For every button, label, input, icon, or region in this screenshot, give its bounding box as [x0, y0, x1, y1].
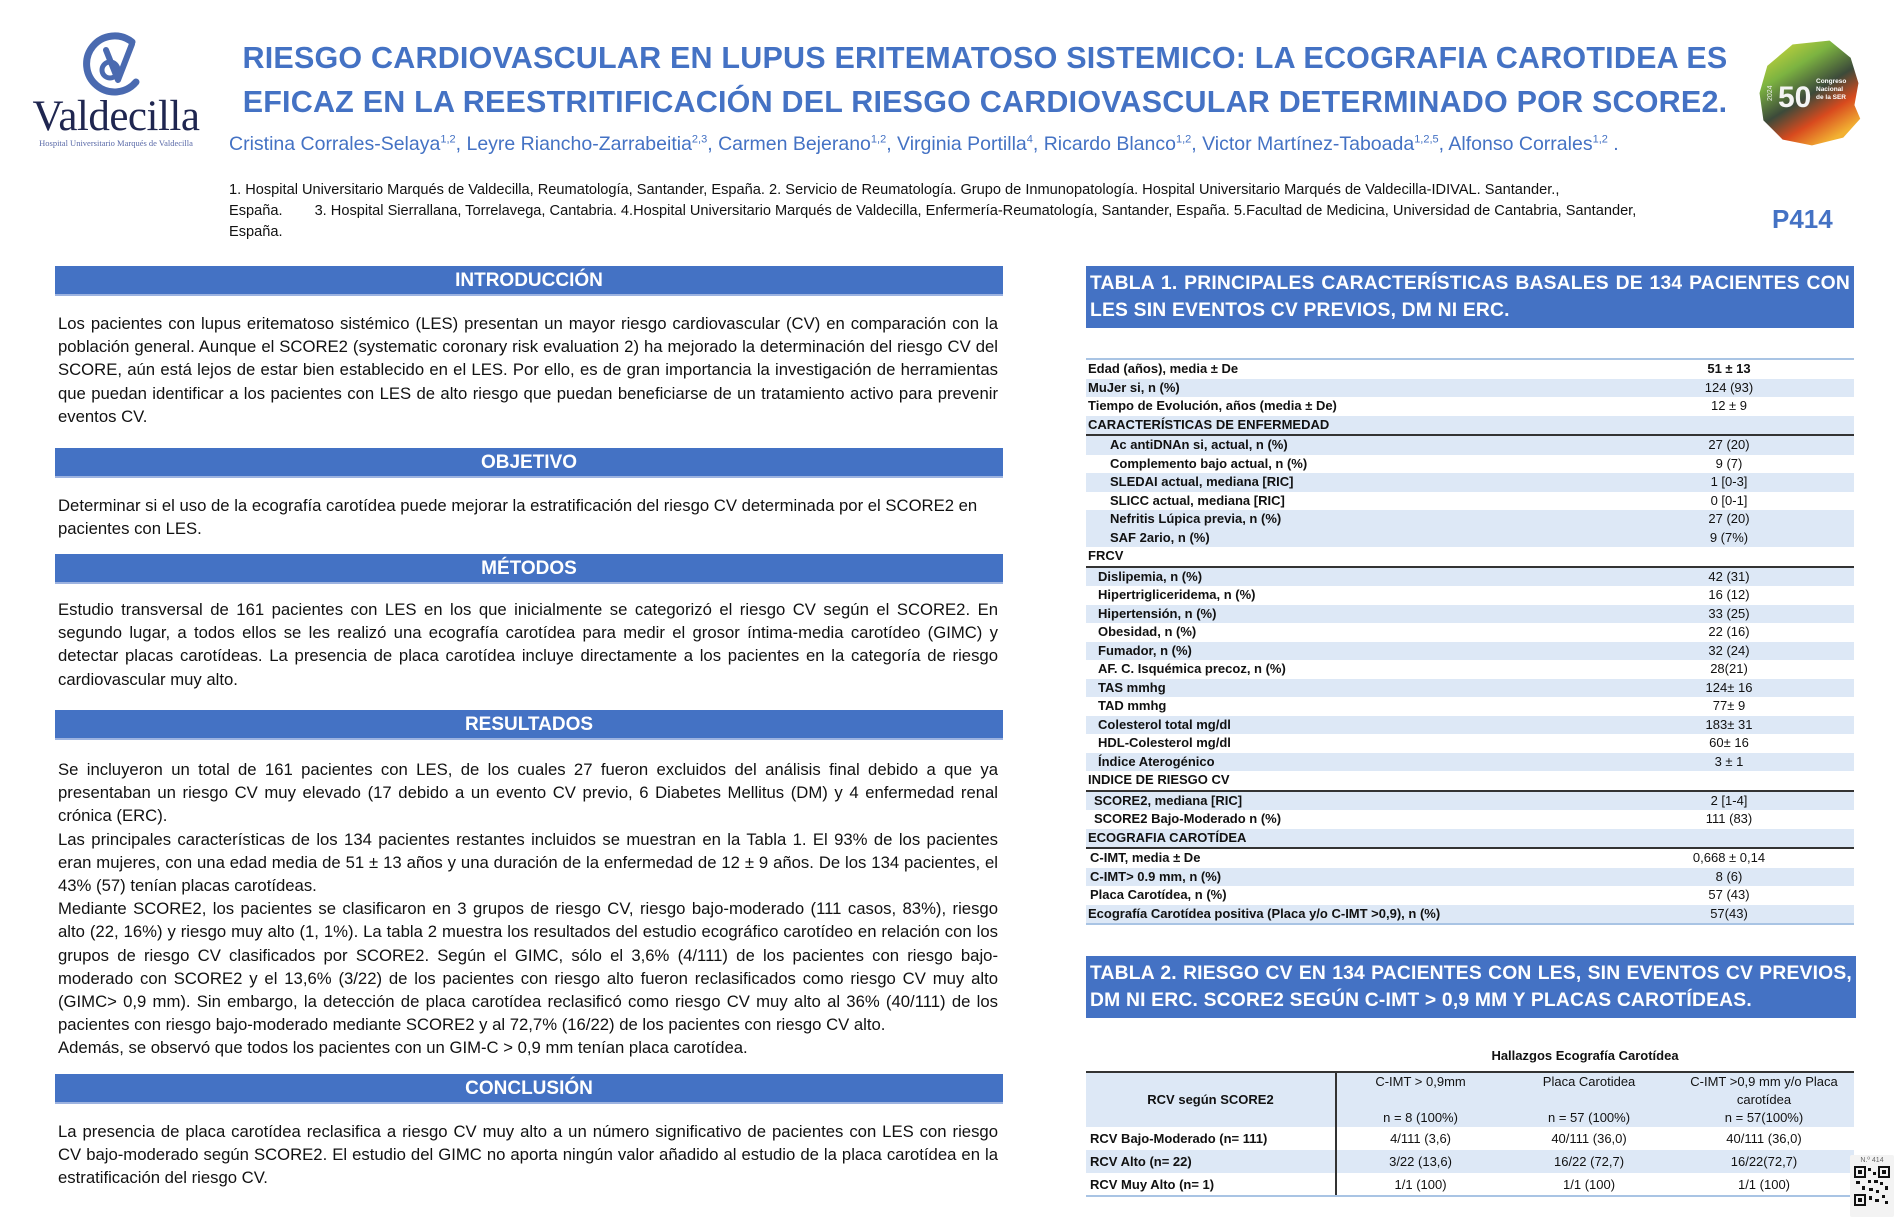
row-value: 183± 31 [1604, 716, 1854, 735]
row-value: 57 (43) [1708, 887, 1750, 902]
cell-value: 3/22 (13,6) [1336, 1150, 1504, 1173]
row-label: SAF 2ario, n (%) [1086, 529, 1604, 548]
valdecilla-logo [26, 30, 206, 155]
author-affiliation-sup: 1,2 [1592, 133, 1608, 146]
row-value: 57(43) [1604, 905, 1854, 925]
resultados-paragraph-4: Además, se observó que todos los pacientes con un GIM-C > 0,9 mm tenían placa carotídea. [58, 1038, 748, 1058]
row-value: 28(21) [1710, 661, 1748, 676]
row-label: Nefritis Lúpica previa, n (%) [1086, 510, 1604, 529]
table-row [1086, 397, 1854, 416]
row-value: 9 (7) [1715, 455, 1743, 471]
section-body-conclusion [58, 1120, 998, 1190]
title-line-1: RIESGO CARDIOVASCULAR EN LUPUS ERITEMATOSO SISTEMICO: LA ECOGRAFIA CAROTIDEA ES [242, 41, 1728, 75]
table-section-row [1086, 829, 1854, 849]
section-header-conclusion: CONCLUSIÓN [55, 1074, 1003, 1104]
table-row [1086, 623, 1854, 642]
congress-year: 2024 [1767, 85, 1774, 101]
row-label: RCV Alto (n= 22) [1086, 1150, 1336, 1173]
row-label: Colesterol total mg/dl [1086, 716, 1604, 735]
table2-column-header [1674, 1072, 1854, 1127]
table-row [1086, 810, 1854, 829]
author: Leyre Riancho-Zarrabeitia$^{2,3}$ [466, 133, 708, 155]
row-value: 22 (16) [1708, 624, 1750, 639]
table-row [1086, 734, 1854, 753]
row-label: Tiempo de Evolución, años (media ± De) [1088, 398, 1337, 413]
row-value: 33 (25) [1604, 605, 1854, 624]
resultados-paragraph-1: Se incluyeron un total de 161 pacientes con LES, de los cuales 27 fueron excluidos del análisis final debido a que ya presentaban un riesgo CV muy elevado (17 debido a un evento CV previo, 6 Diabetes Mellitus (DM) y 4 enfermedad renal crónica (ERC). [58, 760, 998, 826]
section-header-resultados: RESULTADOS [55, 710, 1003, 740]
row-label: RCV Muy Alto (n= 1) [1086, 1173, 1336, 1196]
row-label: FRCV [1086, 547, 1604, 567]
table-row [1086, 1127, 1854, 1150]
row-value [1604, 547, 1854, 567]
congress-line-1: Congreso [1816, 78, 1847, 85]
row-label: Índice Aterogénico [1086, 753, 1604, 772]
row-value: 42 (31) [1604, 567, 1854, 587]
row-label: Dislipemia, n (%) [1086, 567, 1604, 587]
table-row [1086, 660, 1854, 679]
table-row [1086, 586, 1854, 605]
table-row [1086, 359, 1854, 379]
row-value: 9 (7%) [1604, 529, 1854, 548]
table-row [1086, 848, 1854, 868]
cell-value: 16/22 (72,7) [1504, 1150, 1674, 1173]
qr-code[interactable] [1850, 1155, 1894, 1217]
row-value: 32 (24) [1604, 642, 1854, 661]
section-header-metodos: MÉTODOS [55, 554, 1003, 584]
affiliation-text: 3. Hospital Sierrallana, Torrelavega, Cantabria. 4.Hospital Universitario Marqués de Valdecilla, Enfermería-Reumatología, Santander, España. 5.Facultad de Medicina, Universidad de Cantabria, Santander, [314, 203, 1637, 219]
row-value: 51 ± 13 [1604, 359, 1854, 379]
table-row [1086, 1150, 1854, 1173]
row-value: 124 (93) [1604, 379, 1854, 398]
column-label: C-IMT > 0,9mm [1375, 1074, 1466, 1089]
table-row [1086, 905, 1854, 925]
author-affiliation-sup: 4 [1026, 133, 1033, 146]
row-label: Hipertrigliceridema, n (%) [1098, 587, 1256, 602]
author-affiliation-sup: 2,3 [691, 133, 708, 146]
row-label: C-IMT, media ± De [1090, 850, 1201, 865]
row-label: SCORE2, mediana [RIC] [1086, 791, 1604, 811]
author-affiliation-sup: 1,2 [1175, 133, 1192, 146]
affiliation-line-1: 1. Hospital Universitario Marqués de Valdecilla, Reumatología, Santander, España. 2. Servicio de Reumatología. Grupo de Inmunopatología. Hospital Universitario Marqués de Valdecilla-IDIVAL. Santander., [229, 182, 1560, 198]
author-list: Cristina Corrales-Selaya$^{1,2}$, Leyre Riancho-Zarrabeitia$^{2,3}$, Carmen Bejerano$^{1,2}$, Virginia Portilla$^4$, Ricardo Blanco$^{1,2}$, Victor Martínez-Taboada$^{1,2,5}$, Alfonso Corrales$^{1,2}$ . [229, 133, 1619, 155]
row-label: Hipertensión, n (%) [1086, 605, 1604, 624]
table2-row-header: RCV según SCORE2 [1086, 1072, 1336, 1127]
poster-id: P414 [1772, 204, 1833, 234]
table2-title: TABLA 2. RIESGO CV EN 134 PACIENTES CON LES, SIN EVENTOS CV PREVIOS, DM NI ERC. SCORE2 SEGÚN C-IMT > 0,9 MM Y PLACAS CAROTÍDEAS. [1086, 956, 1856, 1018]
table1-baseline-characteristics [1086, 358, 1854, 925]
row-label: MuJer si, n (%) [1086, 379, 1604, 398]
congress-line-3: de la SER [1816, 94, 1846, 101]
section-header-objetivo: OBJETIVO [55, 448, 1003, 478]
table-row [1086, 886, 1854, 905]
row-label: Edad (años), media ± De [1086, 359, 1604, 379]
row-value: 124± 16 [1604, 679, 1854, 698]
row-value [1604, 416, 1854, 436]
row-value: 2 [1-4] [1604, 791, 1854, 811]
row-label: Placa Carotídea, n (%) [1090, 887, 1227, 902]
introduccion-text: Los pacientes con lupus eritematoso sistémico (LES) presentan un mayor riesgo cardiovascular (CV) en comparación con la población general. Aunque el SCORE2 (systematic coronary risk evaluation 2) ha mejorado la determinación del riesgo CV del SCORE, aún está lejos de estar bien establecido en el LES. Por ello, es de gran importancia la investigación de herramientas que puedan identificar a los pacientes con LES de alto riesgo que puedan beneficiarse de un tratamiento activo para prevenir eventos CV. [58, 314, 998, 426]
row-value: 111 (83) [1705, 811, 1753, 826]
table-row [1086, 791, 1854, 811]
table-section-row [1086, 771, 1854, 791]
congress-line-2: Nacional [1816, 86, 1844, 93]
author: Cristina Corrales-Selaya$^{1,2}$ [229, 133, 456, 155]
table2-caption: Hallazgos Ecografía Carotídea [1491, 1048, 1679, 1063]
table-row [1086, 868, 1854, 887]
row-label: Obesidad, n (%) [1098, 624, 1197, 639]
metodos-text: Estudio transversal de 161 pacientes con LES en los que inicialmente se categorizó el riesgo CV según el SCORE2. En segundo lugar, a todos ellos se les realizó una ecografía carotídea para medir el grosor íntima-media carotídeo (GIMC) y detectar placas carotídeas. La presencia de placa carotídea incluye directamente a los pacientes en la categoría de riesgo cardiovascular muy alto. [58, 600, 998, 689]
column-n: n = 57 (100%) [1548, 1110, 1631, 1125]
row-value: 8 (6) [1604, 868, 1854, 887]
table-row [1086, 510, 1854, 529]
section-body-resultados [58, 758, 998, 1060]
table-section-row [1086, 416, 1854, 436]
cell-value: 1/1 (100) [1674, 1173, 1854, 1196]
table2-risk-reclassification [1086, 1071, 1854, 1197]
cell-value: 1/1 (100) [1336, 1173, 1504, 1196]
row-label: Ecografía Carotídea positiva (Placa y/o C-IMT >0,9), n (%) [1086, 905, 1604, 925]
author: Alfonso Corrales$^{1,2}$ [1448, 133, 1608, 155]
cell-value: 16/22(72,7) [1674, 1150, 1854, 1173]
row-label: HDL-Colesterol mg/dl [1098, 735, 1231, 750]
row-value [1604, 829, 1854, 849]
congress-badge-icon [1752, 35, 1867, 150]
column-n: n = 8 (100%) [1383, 1110, 1458, 1125]
table-row [1086, 379, 1854, 398]
row-value: 0 [0-1] [1710, 492, 1748, 508]
title-line-2: EFICAZ EN LA REESTRITIFICACIÓN DEL RIESGO CARDIOVASCULAR DETERMINADO POR SCORE2. [242, 85, 1728, 119]
row-label: SCORE2 Bajo-Moderado n (%) [1094, 811, 1282, 826]
row-label: TAD mmhg [1098, 698, 1167, 713]
row-value: 12 ± 9 [1710, 398, 1748, 413]
row-label: CARACTERÍSTICAS DE ENFERMEDAD [1086, 416, 1604, 436]
author-affiliation-sup: 1,2 [870, 133, 887, 146]
table-row [1086, 492, 1854, 511]
row-value: 60± 16 [1709, 735, 1749, 750]
table-row [1086, 473, 1854, 492]
author-affiliation-sup: 1,2 [440, 133, 456, 146]
resultados-paragraph-2: Las principales características de los 134 pacientes restantes incluidos se muestran en la Tabla 1. El 93% de los pacientes eran mujeres, con una edad media de 51 ± 13 años y una duración de la enfermedad de 12 ± 9 años. De los 134 pacientes, el 43% (57) tenían placas carotídeas. [58, 829, 998, 896]
row-label: C-IMT> 0.9 mm, n (%) [1086, 868, 1604, 887]
section-body-metodos [58, 598, 998, 691]
affiliation-country: España. [229, 203, 283, 219]
table-section-row [1086, 547, 1854, 567]
row-label: RCV Bajo-Moderado (n= 111) [1086, 1127, 1336, 1150]
cell-value: 4/111 (3,6) [1390, 1131, 1452, 1146]
qr-code-icon [1854, 1166, 1890, 1206]
column-label: Placa Carotidea [1542, 1074, 1636, 1089]
table-row [1086, 1173, 1854, 1196]
author: Carmen Bejerano$^{1,2}$ [718, 133, 887, 155]
author-affiliation-sup: 1,2,5 [1414, 133, 1439, 146]
row-label: ECOGRAFIA CAROTÍDEA [1086, 829, 1604, 849]
table-row [1086, 605, 1854, 624]
row-value: 16 (12) [1708, 587, 1750, 602]
affiliations [229, 180, 1729, 243]
table-row [1086, 679, 1854, 698]
section-header-introduccion: INTRODUCCIÓN [55, 266, 1003, 296]
table-row [1086, 716, 1854, 735]
table-row [1086, 435, 1854, 455]
ser-congress-logo [1752, 35, 1867, 150]
table-row [1086, 642, 1854, 661]
section-body-introduccion [58, 312, 998, 428]
row-value: 3 ± 1 [1604, 753, 1854, 772]
row-label: SLICC actual, mediana [RIC] [1110, 492, 1285, 508]
table2-column-header [1336, 1072, 1504, 1127]
table-row [1086, 753, 1854, 772]
affiliation-line-3: España. [229, 224, 283, 240]
table-row [1086, 697, 1854, 716]
row-label: AF. C. Isquémica precoz, n (%) [1098, 661, 1286, 676]
row-label: Fumador, n (%) [1086, 642, 1604, 661]
row-value: 77± 9 [1712, 698, 1746, 713]
valdecilla-emblem-icon [80, 30, 150, 100]
table1-title: TABLA 1. PRINCIPALES CARACTERÍSTICAS BASALES DE 134 PACIENTES CON LES SIN EVENTOS CV PREVIOS, DM NI ERC. [1086, 266, 1854, 328]
row-value: 1 [0-3] [1604, 473, 1854, 492]
row-value: 27 (20) [1604, 435, 1854, 455]
table-row [1086, 529, 1854, 548]
row-label: Complemento bajo actual, n (%) [1110, 455, 1308, 471]
logo-subtitle: Hospital Universitario Marqués de Valdecilla [39, 138, 193, 148]
column-label: C-IMT >0,9 mm y/o Placa carotídea [1690, 1074, 1838, 1107]
section-body-objetivo [58, 494, 998, 540]
table-row [1086, 455, 1854, 474]
row-label: INDICE DE RIESGO CV [1086, 771, 1604, 791]
row-label: TAS mmhg [1086, 679, 1604, 698]
row-value: 0,668 ± 0,14 [1692, 850, 1766, 865]
qr-label: N.º 414 [1860, 1157, 1884, 1164]
author: Virginia Portilla$^4$ [897, 133, 1033, 155]
congress-number: 50 [1778, 81, 1812, 114]
table2-column-header [1504, 1072, 1674, 1127]
cell-value: 40/111 (36,0) [1551, 1131, 1627, 1146]
cell-value: 1/1 (100) [1504, 1173, 1674, 1196]
row-value: 27 (20) [1604, 510, 1854, 529]
logo-wordmark: Valdecilla [32, 93, 200, 140]
poster-title [225, 36, 1745, 124]
author: Victor Martínez-Taboada$^{1,2,5}$ [1202, 133, 1439, 155]
author: Ricardo Blanco$^{1,2}$ [1043, 133, 1192, 155]
objetivo-text: Determinar si el uso de la ecografía carotídea puede mejorar la estratificación del riesgo CV determinada por el SCORE2 en pacientes con LES. [58, 496, 978, 539]
table-row [1086, 567, 1854, 587]
affiliation-line-2 [229, 201, 1729, 222]
column-n: n = 57(100%) [1724, 1110, 1804, 1125]
cell-value: 40/111 (36,0) [1726, 1131, 1802, 1146]
row-label: Ac antiDNAn si, actual, n (%) [1086, 435, 1604, 455]
conclusion-text: La presencia de placa carotídea reclasifica a riesgo CV muy alto a un número significativo de pacientes con LES con riesgo CV bajo-moderado según SCORE2. El estudio del GIMC no aporta ningún valor añadido al estudio de la placa carotídea en la estratificación del riesgo CV. [58, 1122, 998, 1188]
row-label: SLEDAI actual, mediana [RIC] [1086, 473, 1604, 492]
row-value [1604, 771, 1854, 791]
resultados-paragraph-3: Mediante SCORE2, los pacientes se clasificaron en 3 grupos de riesgo CV, riesgo bajo-moderado (111 casos, 83%), riesgo alto (22, 16%) y riesgo muy alto (1, 1%). La tabla 2 muestra los resultados del estudio ecográfico carotídeo en relación con los grupos de riesgo CV clasificados por SCORE2. Según el GIMC, sólo el 3,6% (4/111) de los pacientes con riesgo bajo-moderado con SCORE2 y el 13,6% (3/22) de los pacientes con riesgo alto fueron reclasificados como riesgo CV muy alto (GIMC> 0,9 mm). Sin embargo, la detección de placa carotídea reclasificó como riesgo CV muy alto al 36% (40/111) de los pacientes con riesgo bajo-moderado mediante SCORE2 y al 72,7% (16/22) de los pacientes con riesgo CV alto. [58, 899, 998, 1035]
